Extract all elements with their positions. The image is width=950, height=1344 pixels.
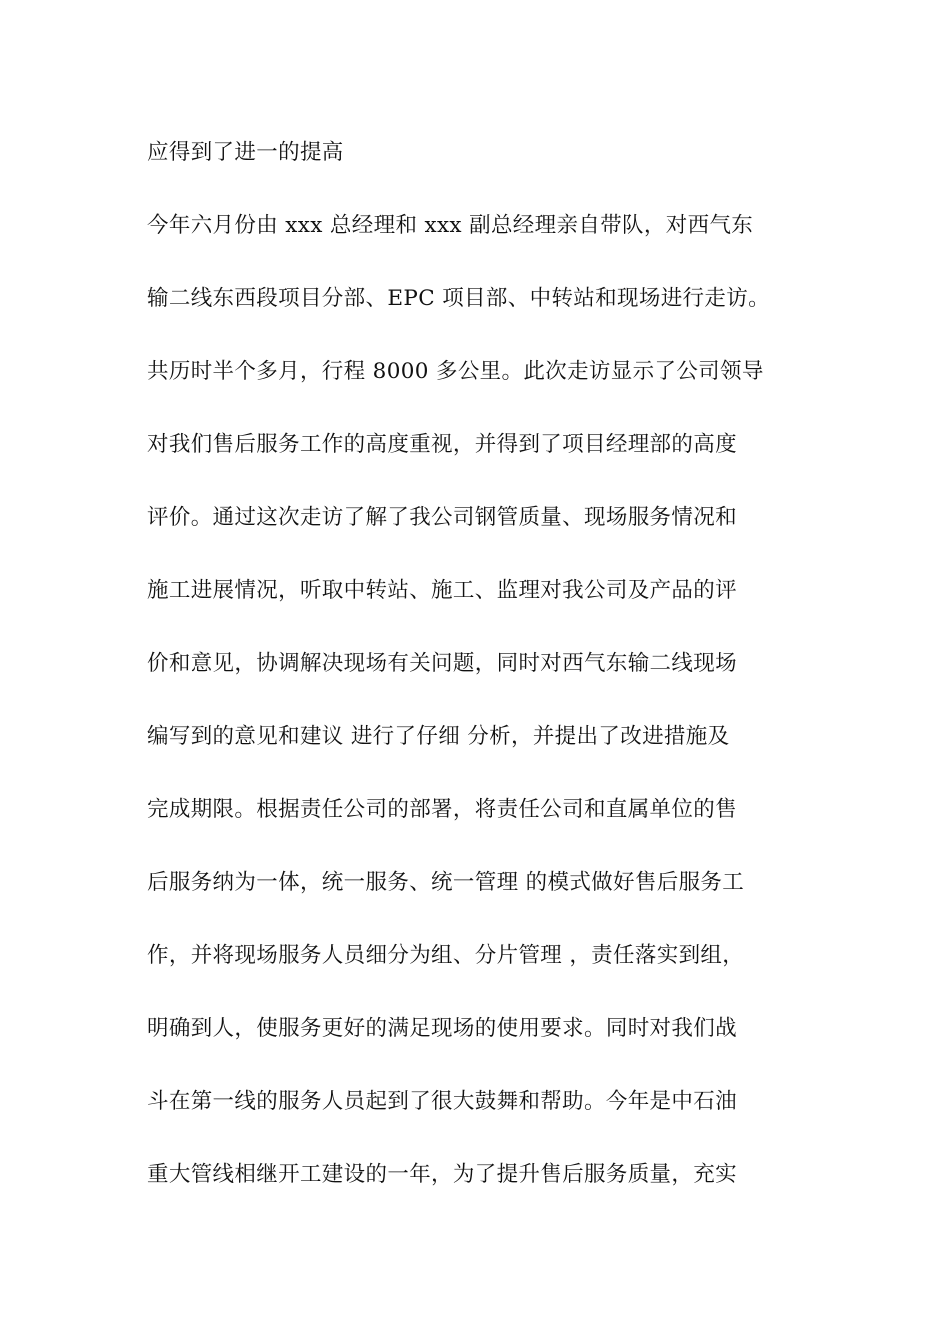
- text-line: 明确到人，使服务更好的满足现场的使用要求。同时对我们战: [147, 1016, 737, 1041]
- text-line: 今年六月份由 xxx 总经理和 xxx 副总经理亲自带队，对西气东: [147, 213, 754, 238]
- text-line: 完成期限。根据责任公司的部署，将责任公司和直属单位的售: [147, 797, 737, 822]
- text-line: 价和意见，协调解决现场有关问题，同时对西气东输二线现场: [147, 651, 737, 676]
- text-line: 共历时半个多月，行程 8000 多公里。此次走访显示了公司领导: [147, 359, 764, 384]
- text-line: 施工进展情况，听取中转站、施工、监理对我公司及产品的评: [147, 578, 737, 603]
- text-line: 斗在第一线的服务人员起到了很大鼓舞和帮助。今年是中石油: [147, 1089, 737, 1114]
- text-line: 后服务纳为一体，统一服务、统一管理 的模式做好售后服务工: [147, 870, 745, 895]
- text-line: 作，并将现场服务人员细分为组、分片管理 ，责任落实到组，: [147, 943, 745, 968]
- text-line: 编写到的意见和建议 进行了仔细 分析，并提出了改进措施及: [147, 724, 730, 749]
- text-line: 对我们售后服务工作的高度重视，并得到了项目经理部的高度: [147, 432, 737, 457]
- text-line: 应得到了进一的提高: [147, 140, 344, 165]
- text-line: 输二线东西段项目分部、EPC 项目部、中转站和现场进行走访。: [147, 286, 770, 311]
- text-line: 评价。通过这次走访了解了我公司钢管质量、现场服务情况和: [147, 505, 737, 530]
- text-line: 重大管线相继开工建设的一年，为了提升售后服务质量，充实: [147, 1162, 737, 1187]
